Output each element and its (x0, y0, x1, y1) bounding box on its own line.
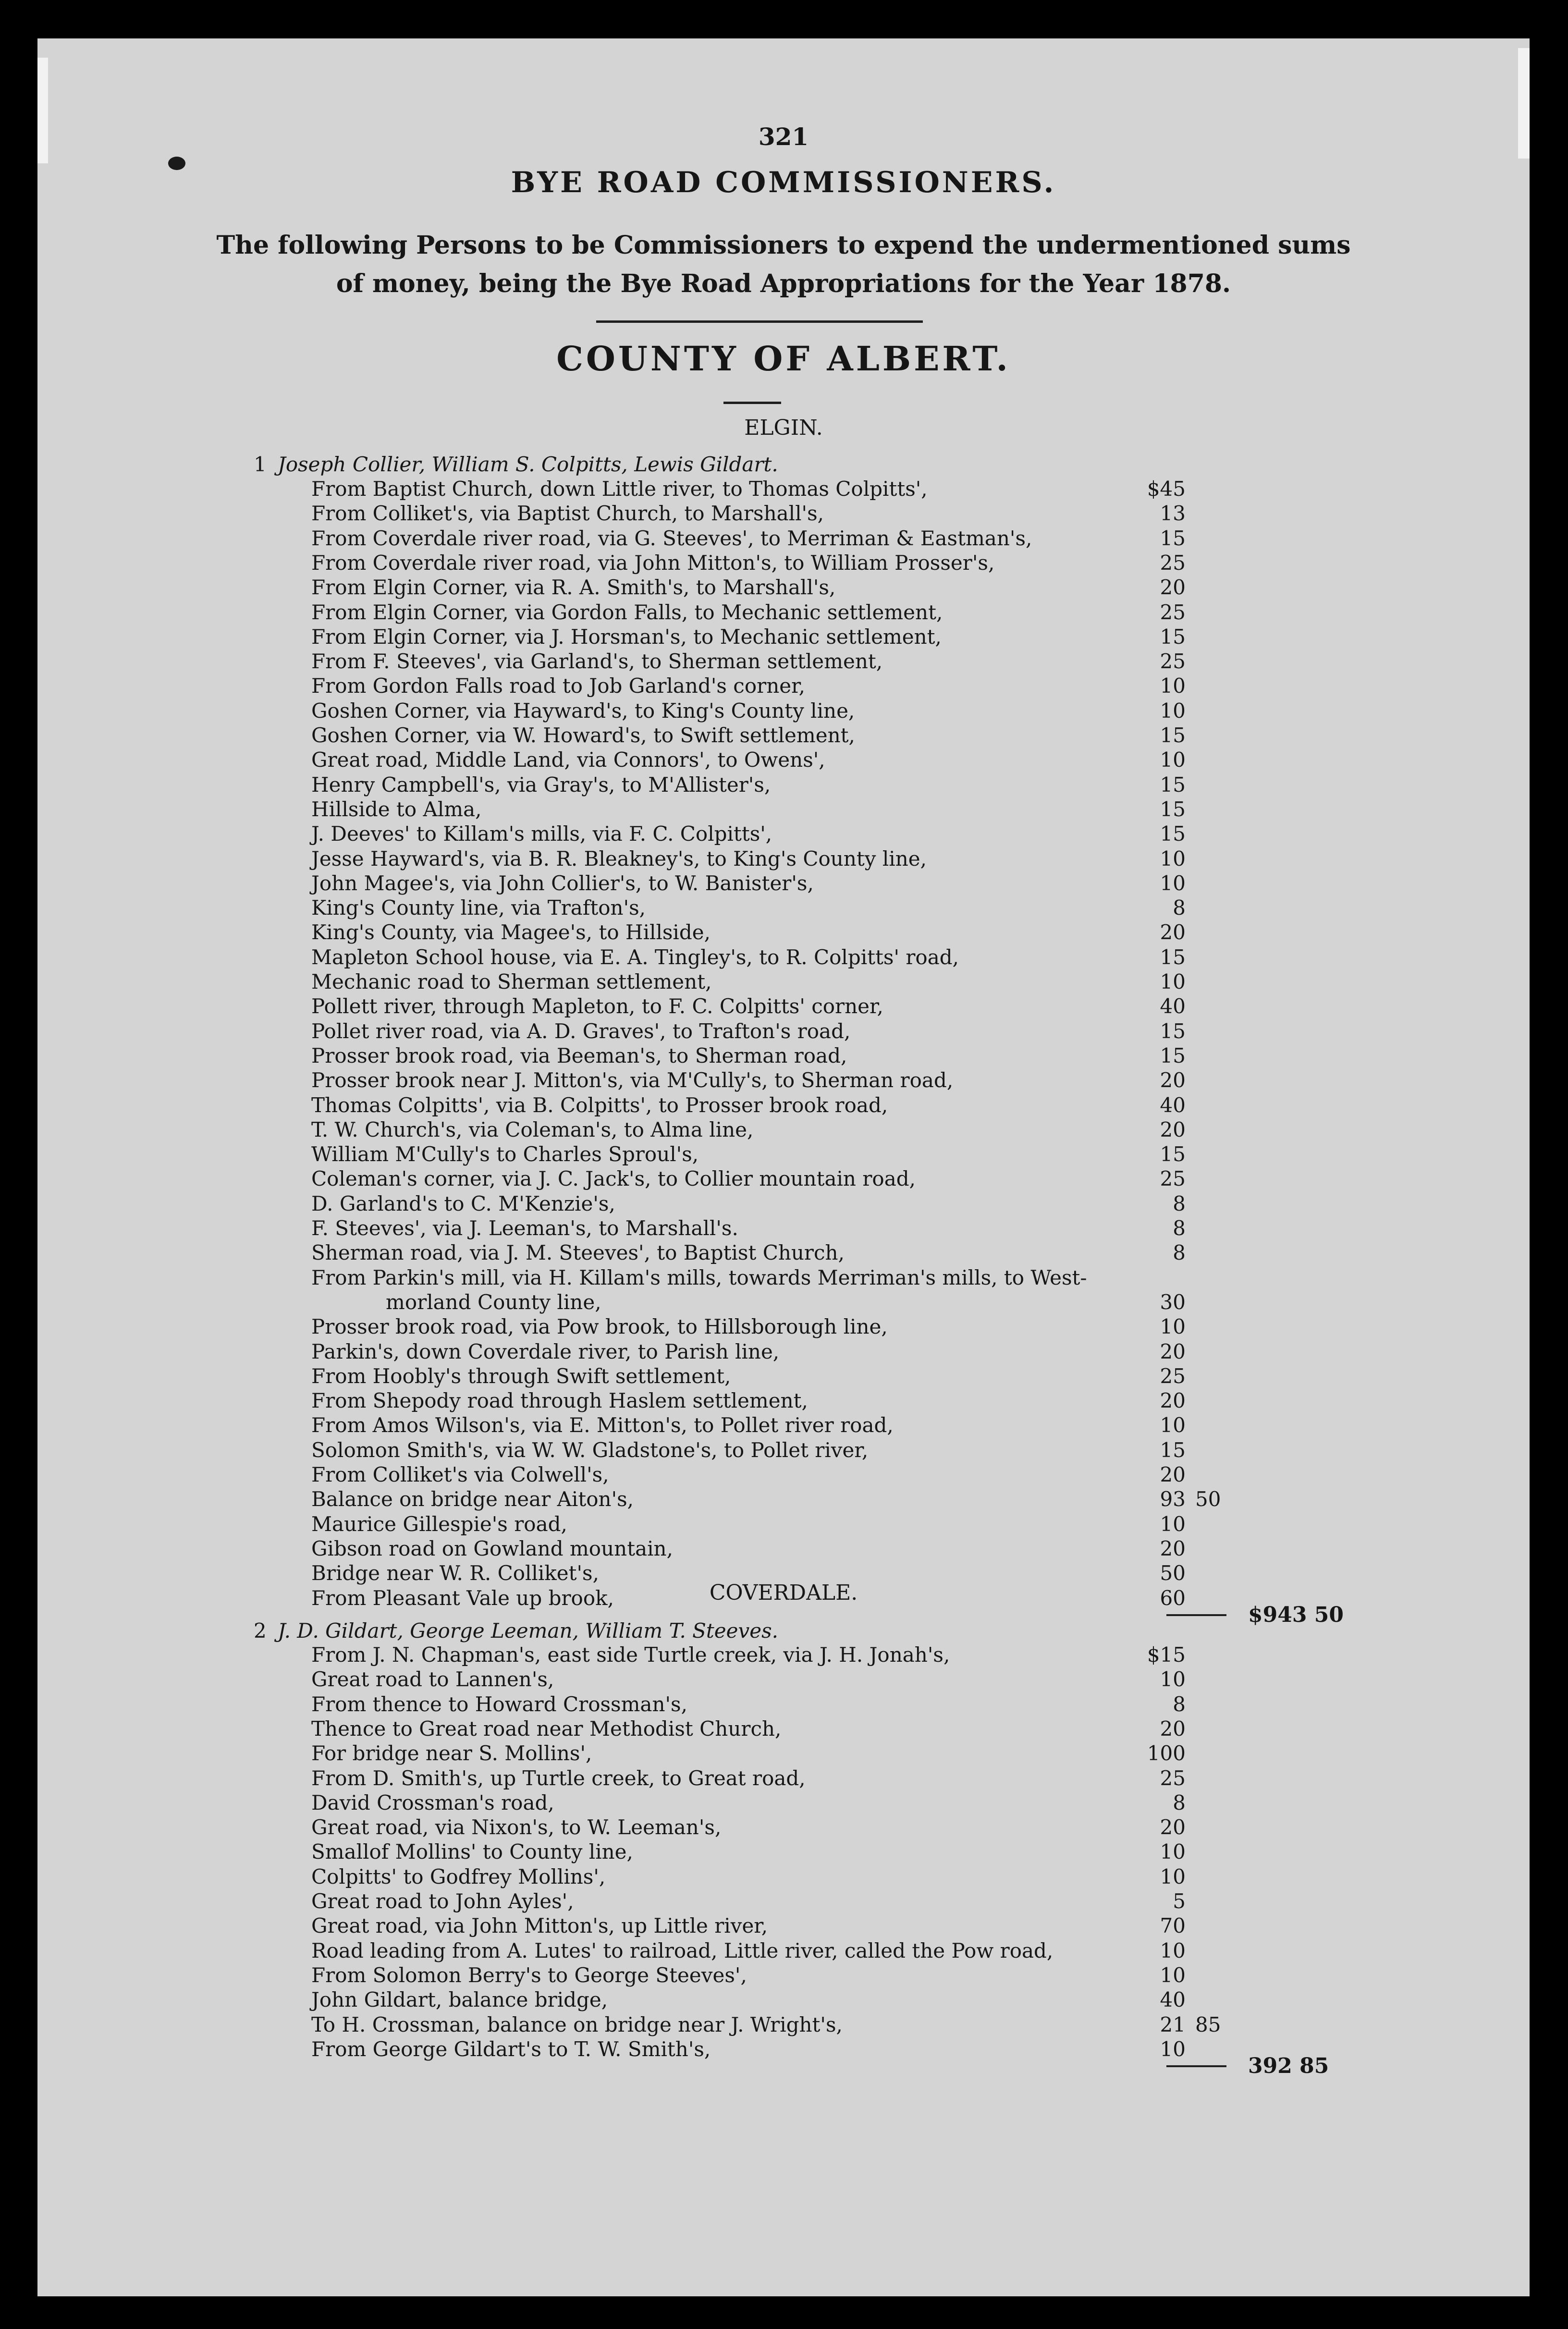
total-rule (1166, 1614, 1226, 1616)
road-entry: Pollet river road, via A. D. Graves', to Trafton's road, (311, 1019, 851, 1043)
road-entry: Great road, via John Mitton's, up Little river, (311, 1914, 768, 1938)
section-heading: ELGIN. (744, 416, 823, 440)
amount: 15 (1160, 1142, 1186, 1166)
road-entry: From Parkin's mill, via H. Killam's mills, towards Merriman's mills, to West- (311, 1265, 1087, 1289)
road-entry: From Pleasant Vale up brook, (311, 1586, 614, 1610)
road-entry: From Baptist Church, down Little river, to Thomas Colpitts', (311, 477, 928, 501)
amount: 70 (1160, 1914, 1186, 1938)
road-entry: Bridge near W. R. Colliket's, (311, 1561, 599, 1585)
amount: 10 (1160, 1938, 1186, 1962)
road-entry: Goshen Corner, via Hayward's, to King's County line, (311, 699, 855, 723)
amount: 15 (1160, 1438, 1186, 1462)
road-entry: Pollett river, through Mapleton, to F. C. Colpitts' corner, (311, 994, 883, 1018)
road-entry: For bridge near S. Mollins', (311, 1741, 592, 1765)
amount: 15 (1160, 772, 1186, 797)
road-entry: John Magee's, via John Collier's, to W. Banister's, (311, 871, 814, 895)
amount: 25 (1160, 1766, 1186, 1790)
road-entry: Prosser brook road, via Pow brook, to Hillsborough line, (311, 1315, 888, 1339)
road-entry: Solomon Smith's, via W. W. Gladstone's, to Pollet river, (311, 1438, 869, 1462)
amount: 10 (1160, 846, 1186, 870)
amount: 20 (1160, 1117, 1186, 1141)
amount: 25 (1160, 1167, 1186, 1191)
amount: 5 (1173, 1889, 1186, 1913)
amount: 10 (1160, 1667, 1186, 1692)
section-number: 1 (254, 453, 267, 476)
amount: 8 (1173, 1241, 1186, 1265)
road-entry: Great road, Middle Land, via Connors', to Owens', (311, 748, 825, 772)
road-entry: William M'Cully's to Charles Sproul's, (311, 1142, 699, 1166)
road-entry: J. Deeves' to Killam's mills, via F. C. Colpitts', (311, 822, 772, 846)
amount: 40 (1160, 1093, 1186, 1117)
amount: 60 (1160, 1586, 1186, 1610)
road-entry: Maurice Gillespie's road, (311, 1512, 567, 1536)
page-title: BYE ROAD COMMISSIONERS. (511, 166, 1056, 199)
road-entry: F. Steeves', via J. Leeman's, to Marshall's. (311, 1216, 738, 1240)
amount-cents: 50 (1195, 1487, 1221, 1511)
road-entry: Road leading from A. Lutes' to railroad, Little river, called the Pow road, (311, 1938, 1054, 1962)
amount: 15 (1160, 822, 1186, 846)
road-entry: From Solomon Berry's to George Steeves', (311, 1963, 747, 1987)
amount: 20 (1160, 1068, 1186, 1092)
amount: 15 (1160, 797, 1186, 821)
amount: 13 (1160, 502, 1186, 526)
amount: 21 (1160, 2012, 1186, 2036)
road-entry: From Shepody road through Haslem settlement, (311, 1389, 808, 1413)
amount: 15 (1160, 723, 1186, 747)
road-entry: Smallof Mollins' to County line, (311, 1840, 633, 1864)
section-heading: COVERDALE. (709, 1581, 858, 1605)
road-entry: From Coverdale river road, via G. Steeves', to Merriman & Eastman's, (311, 526, 1032, 550)
road-entry: From Hoobly's through Swift settlement, (311, 1364, 731, 1388)
county-rule (723, 402, 781, 404)
road-entry: Thomas Colpitts', via B. Colpitts', to Prosser brook road, (311, 1093, 888, 1117)
amount: 20 (1160, 576, 1186, 600)
section-total: 392 85 (1248, 2053, 1329, 2078)
amount: 8 (1173, 896, 1186, 920)
county-heading: COUNTY OF ALBERT. (556, 339, 1011, 379)
amount: 10 (1160, 1413, 1186, 1437)
amount: $15 (1147, 1643, 1186, 1667)
road-entry: From D. Smith's, up Turtle creek, to Great road, (311, 1766, 806, 1790)
road-entry: Sherman road, via J. M. Steeves', to Baptist Church, (311, 1241, 845, 1265)
amount: 10 (1160, 1840, 1186, 1864)
amount: 10 (1160, 970, 1186, 993)
road-entry: Goshen Corner, via W. Howard's, to Swift settlement, (311, 723, 855, 747)
amount: 25 (1160, 650, 1186, 674)
road-entry: From Gordon Falls road to Job Garland's corner, (311, 674, 805, 698)
road-entry: Coleman's corner, via J. C. Jack's, to Collier mountain road, (311, 1167, 916, 1191)
amount: 15 (1160, 625, 1186, 649)
amount: 10 (1160, 1864, 1186, 1888)
amount: 10 (1160, 2037, 1186, 2061)
road-entry: T. W. Church's, via Coleman's, to Alma line, (311, 1117, 754, 1141)
amount: 20 (1160, 1536, 1186, 1560)
amount: 25 (1160, 551, 1186, 575)
amount: 10 (1160, 1963, 1186, 1987)
amount: $45 (1147, 477, 1186, 501)
road-entry: King's County, via Magee's, to Hillside, (311, 920, 710, 944)
road-entry: From Elgin Corner, via R. A. Smith's, to Marshall's, (311, 576, 836, 600)
amount: 20 (1160, 920, 1186, 944)
title-rule (596, 320, 923, 323)
road-entry: From Colliket's via Colwell's, (311, 1463, 609, 1486)
total-rule (1166, 2065, 1226, 2067)
road-entry: King's County line, via Trafton's, (311, 896, 646, 920)
amount: 8 (1173, 1790, 1186, 1814)
road-entry: David Crossman's road, (311, 1790, 554, 1814)
amount: 10 (1160, 748, 1186, 772)
road-entry: Great road to Lannen's, (311, 1667, 554, 1692)
road-entry: To H. Crossman, balance on bridge near J. Wright's, (311, 2012, 843, 2036)
road-entry: Parkin's, down Coverdale river, to Parish line, (311, 1339, 780, 1363)
amount: 10 (1160, 871, 1186, 895)
road-entry: From Coverdale river road, via John Mitton's, to William Prosser's, (311, 551, 995, 575)
road-entry: Prosser brook near J. Mitton's, via M'Cully's, to Sherman road, (311, 1068, 954, 1092)
amount: 20 (1160, 1339, 1186, 1363)
road-entry: Henry Campbell's, via Gray's, to M'Allister's, (311, 772, 771, 797)
road-entry: Gibson road on Gowland mountain, (311, 1536, 673, 1560)
amount: 20 (1160, 1716, 1186, 1741)
road-entry: Balance on bridge near Aiton's, (311, 1487, 634, 1511)
section-number: 2 (254, 1619, 267, 1643)
road-entry: From George Gildart's to T. W. Smith's, (311, 2037, 711, 2061)
amount: 10 (1160, 1315, 1186, 1339)
intro-line-2: of money, being the Bye Road Appropriations for the Year 1878. (336, 269, 1231, 298)
road-entry: From Elgin Corner, via J. Horsman's, to Mechanic settlement, (311, 625, 942, 649)
road-entry: Great road, via Nixon's, to W. Leeman's, (311, 1815, 722, 1839)
amount: 100 (1147, 1741, 1186, 1765)
amount: 15 (1160, 945, 1186, 969)
amount: 15 (1160, 526, 1186, 550)
amount: 10 (1160, 674, 1186, 698)
amount: 8 (1173, 1191, 1186, 1215)
amount: 93 (1160, 1487, 1186, 1511)
road-entry: John Gildart, balance bridge, (311, 1988, 608, 2012)
road-entry: From Amos Wilson's, via E. Mitton's, to Pollet river road, (311, 1413, 894, 1437)
commissioners: J. D. Gildart, George Leeman, William T. Steeves. (278, 1619, 779, 1643)
road-entry: From Elgin Corner, via Gordon Falls, to Mechanic settlement, (311, 600, 943, 624)
amount: 25 (1160, 1364, 1186, 1388)
road-entry: From thence to Howard Crossman's, (311, 1692, 687, 1716)
road-entry: Colpitts' to Godfrey Mollins', (311, 1864, 606, 1888)
page-number: 321 (758, 123, 809, 151)
commissioners: Joseph Collier, William S. Colpitts, Lewis Gildart. (278, 453, 778, 476)
section-total: $943 50 (1248, 1602, 1344, 1627)
road-entry: Hillside to Alma, (311, 797, 482, 821)
road-entry: Great road to John Ayles', (311, 1889, 574, 1913)
amount: 20 (1160, 1815, 1186, 1839)
amount: 40 (1160, 994, 1186, 1018)
road-entry: Prosser brook road, via Beeman's, to Sherman road, (311, 1043, 847, 1067)
road-entry: Thence to Great road near Methodist Church, (311, 1716, 782, 1741)
intro-line-1: The following Persons to be Commissioners to expend the undermentioned sums (216, 231, 1351, 260)
road-entry: morland County line, (386, 1290, 601, 1314)
road-entry: From Colliket's, via Baptist Church, to Marshall's, (311, 502, 824, 526)
amount: 10 (1160, 699, 1186, 723)
road-entry: D. Garland's to C. M'Kenzie's, (311, 1191, 615, 1215)
amount: 30 (1160, 1290, 1186, 1314)
amount: 10 (1160, 1512, 1186, 1536)
road-entry: Jesse Hayward's, via B. R. Bleakney's, to King's County line, (311, 846, 927, 870)
amount: 50 (1160, 1561, 1186, 1585)
amount: 20 (1160, 1463, 1186, 1486)
amount: 8 (1173, 1216, 1186, 1240)
amount: 25 (1160, 600, 1186, 624)
amount-cents: 85 (1195, 2012, 1221, 2036)
road-entry: Mapleton School house, via E. A. Tingley's, to R. Colpitts' road, (311, 945, 959, 969)
document-page (37, 38, 1530, 2296)
amount: 40 (1160, 1988, 1186, 2012)
road-entry: Mechanic road to Sherman settlement, (311, 970, 712, 993)
amount: 20 (1160, 1389, 1186, 1413)
road-entry: From J. N. Chapman's, east side Turtle creek, via J. H. Jonah's, (311, 1643, 950, 1667)
amount: 8 (1173, 1692, 1186, 1716)
road-entry: From F. Steeves', via Garland's, to Sherman settlement, (311, 650, 883, 674)
amount: 15 (1160, 1043, 1186, 1067)
amount: 15 (1160, 1019, 1186, 1043)
